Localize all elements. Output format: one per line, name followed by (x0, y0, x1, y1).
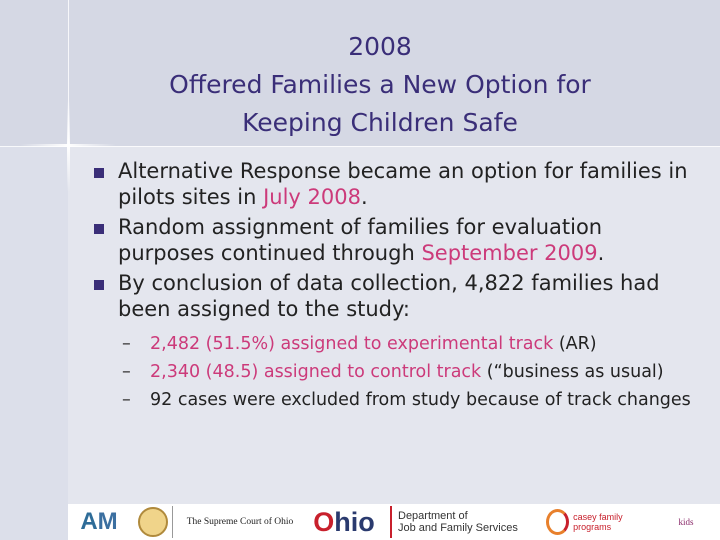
ohio-logo-o: O (313, 506, 335, 537)
bullet-text: Alternative Response became an option for families in pilots sites in (118, 159, 688, 209)
sub-bullet-item (122, 332, 692, 356)
title-line-3: Keeping Children Safe (242, 108, 518, 137)
aim-logo-a: A (80, 508, 98, 535)
title-line-2: Offered Families a New Option for (169, 70, 591, 99)
ohio-logo (304, 506, 384, 538)
slide-title (100, 28, 660, 142)
casey-logo (546, 506, 650, 538)
dash-bullet-icon: – (122, 362, 131, 382)
sub-bullet-highlight: 2,340 (48.5) assigned to control track (150, 362, 482, 382)
jfs-line-2: Job and Family Services (398, 522, 518, 534)
aim-logo (72, 506, 126, 538)
bullet-text: By conclusion of data collection, 4,822 families had been assigned to the study: (118, 271, 660, 321)
bullet-text-end: . (597, 241, 605, 265)
aim-logo-m: M (97, 508, 118, 535)
sub-bullet-list (122, 332, 692, 412)
jfs-logo (390, 506, 548, 538)
casey-swirl-icon (546, 509, 569, 535)
sub-bullet-text: (AR) (553, 334, 597, 354)
sub-bullet-highlight: 2,482 (51.5%) assigned to experimental track (150, 334, 554, 354)
bullet-list (92, 158, 692, 416)
square-bullet-icon (94, 168, 104, 178)
dash-bullet-icon: – (122, 334, 131, 354)
supreme-court-logo: The Supreme Court of Ohio (172, 506, 303, 538)
jfs-line-1: Department of (398, 510, 468, 522)
kids-text: kids (678, 517, 694, 527)
footer-logo-bar (68, 504, 720, 540)
bullet-highlight: July 2008 (263, 185, 361, 209)
bullet-highlight: September 2009 (421, 241, 598, 265)
bullet-item (92, 270, 692, 412)
dash-bullet-icon: – (122, 390, 131, 410)
bullet-text-end: . (360, 185, 368, 209)
kids-logo (658, 506, 714, 538)
sparkle-vertical (67, 100, 70, 192)
bullet-item (92, 158, 692, 210)
title-line-1: 2008 (348, 32, 412, 61)
sub-bullet-text: (“business as usual) (481, 362, 664, 382)
square-bullet-icon (94, 224, 104, 234)
square-bullet-icon (94, 280, 104, 290)
casey-text: casey family programs (573, 512, 623, 532)
sub-bullet-item (122, 360, 692, 384)
bullet-item (92, 214, 692, 266)
sub-bullet-text: 92 cases were excluded from study because of track changes (150, 390, 691, 410)
sub-bullet-item (122, 388, 692, 412)
ohio-seal-icon (138, 506, 168, 538)
ohio-logo-rest: hio (334, 506, 375, 537)
bullet-text: Random assignment of families for evaluation purposes continued through (118, 215, 603, 265)
